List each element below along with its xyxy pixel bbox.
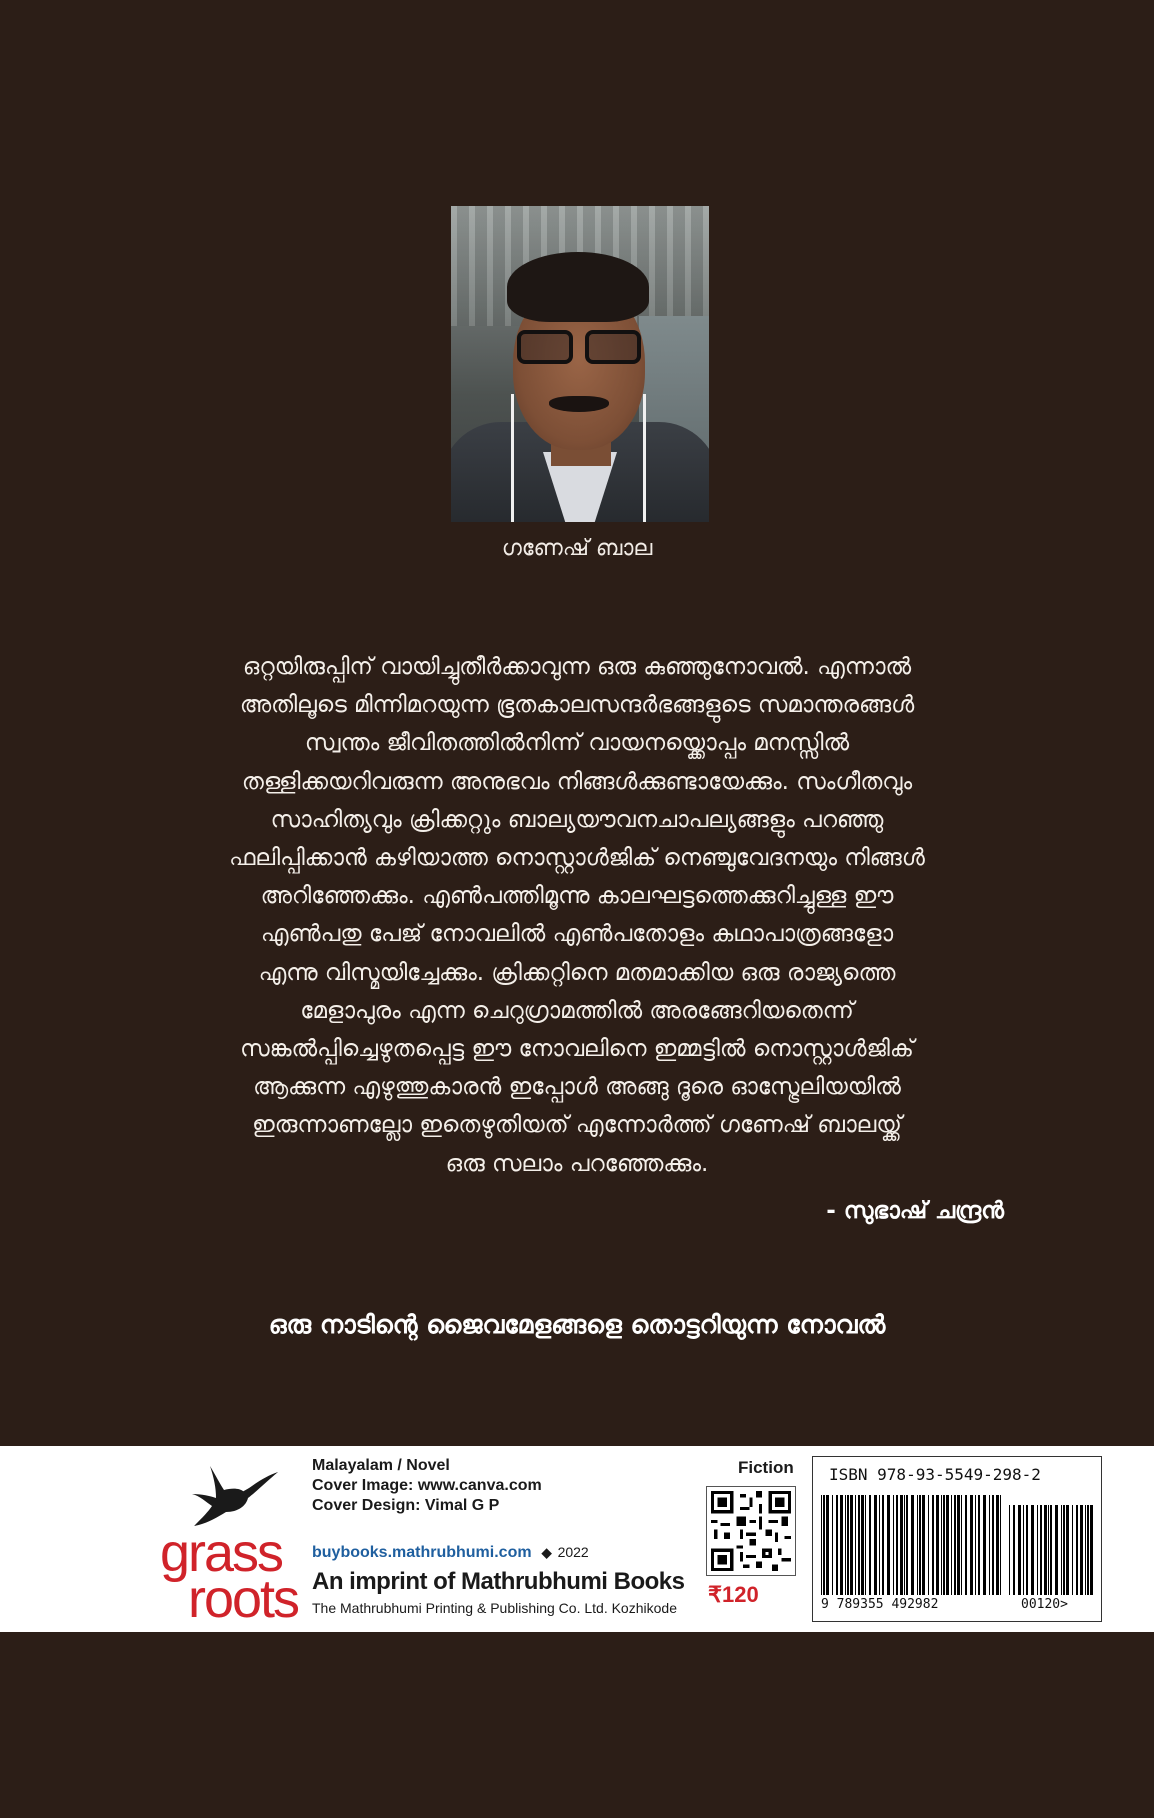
blurb-text bbox=[150, 648, 1004, 1183]
author-caption: ഗണേഷ് ബാല bbox=[501, 536, 653, 561]
blurb-line: സങ്കൽപ്പിച്ചെഴുതപ്പെട്ട ഈ നോവലിനെ ഇമ്മട്ടിൽ നൊസ്റ്റാൾജിക് bbox=[240, 1036, 914, 1063]
blurb-line: സ്വന്തം ജീവിതത്തിൽനിന്ന് വായനയ്ക്കൊപ്പം മനസ്സിൽ bbox=[304, 730, 850, 757]
addon-digits: 00120> bbox=[1021, 1597, 1068, 1612]
isbn-barcode bbox=[812, 1456, 1102, 1622]
book-tagline: ഒരു നാടിന്റെ ജൈവമേളങ്ങളെ തൊട്ടറിയുന്ന നോവൽ bbox=[268, 1310, 886, 1339]
blurb-line: ഒരു സലാം പറഞ്ഞേക്കും. bbox=[445, 1150, 709, 1177]
blurb-line: സാഹിത്യവും ക്രിക്കറ്റും ബാല്യയൗവനചാപല്യങ്ങളും പറഞ്ഞു bbox=[270, 806, 884, 833]
website-line bbox=[312, 1544, 589, 1562]
blurb-line: ഇരുന്നാണല്ലോ ഇതെഴുതിയത് എന്നോർത്ത് ഗണേഷ് ബാലയ്ക്ക് bbox=[252, 1112, 902, 1139]
category-label: Malayalam / Novel bbox=[312, 1457, 450, 1474]
author-photo bbox=[451, 206, 709, 522]
logo-word-grass: grass bbox=[160, 1523, 283, 1583]
blurb-line: എൺപതു പേജ് നോവലിൽ എൺപതോളം കഥാപാത്രങ്ങളോ bbox=[260, 921, 894, 948]
barcode-digits: 9 789355 492982 bbox=[821, 1597, 939, 1612]
qr-code-icon bbox=[711, 1491, 791, 1571]
blurb-signature: - സുഭാഷ് ചന്ദ്രൻ bbox=[826, 1198, 1004, 1224]
cover-image-credit: Cover Image: www.canva.com bbox=[312, 1477, 542, 1494]
barcode-icon bbox=[821, 1495, 1001, 1595]
imprint-line: An imprint of Mathrubhumi Books bbox=[312, 1568, 685, 1595]
publication-year: 2022 bbox=[557, 1544, 589, 1560]
blurb-line: ഫലിപ്പിക്കാൻ കഴിയാത്ത നൊസ്റ്റാൾജിക് നെഞ്ചുവേദനയും നിങ്ങൾ bbox=[229, 845, 925, 872]
blurb-line: എന്നു വിസ്മയിച്ചേക്കും. ക്രിക്കറ്റിനെ മതമാക്കിയ ഒരു രാജ്യത്തെ bbox=[258, 959, 896, 986]
publisher-name: The Mathrubhumi Printing & Publishing Co. Ltd. Kozhikode bbox=[312, 1600, 677, 1616]
diamond-icon: ◆ bbox=[541, 1545, 552, 1560]
grassroots-logo bbox=[160, 1458, 300, 1628]
blurb-line: തള്ളിക്കയറിവരുന്ന അനുഭവം നിങ്ങൾക്കുണ്ടായേക്കും. സംഗീതവും bbox=[241, 768, 913, 795]
blurb-line: മേളാപുരം എന്ന ചെറുഗ്രാമത്തിൽ അരങ്ങേറിയതെന്ന് bbox=[300, 997, 854, 1024]
cover-design-credit: Cover Design: Vimal G P bbox=[312, 1497, 500, 1514]
isbn-label: ISBN 978-93-5549-298-2 bbox=[829, 1465, 1041, 1484]
blurb-line: ഒറ്റയിരുപ്പിന് വായിച്ചുതീർക്കാവുന്ന ഒരു കുഞ്ഞുനോവൽ. എന്നാൽ bbox=[242, 654, 912, 680]
genre-label: Fiction bbox=[738, 1458, 794, 1477]
blurb-line: ആക്കുന്ന എഴുത്തുകാരൻ ഇപ്പോൾ അങ്ങു ദൂരെ ഓസ്ട്രേലിയയിൽ bbox=[253, 1074, 901, 1101]
blurb-line: അറിഞ്ഞേക്കും. എൺപത്തിമൂന്നു കാലഘട്ടത്തെക്കുറിച്ചുള്ള ഈ bbox=[260, 883, 894, 910]
publisher-band bbox=[0, 1446, 1154, 1632]
website-link[interactable]: buybooks.mathrubhumi.com bbox=[312, 1544, 532, 1561]
logo-word-roots: roots bbox=[188, 1569, 299, 1629]
blurb-line: അതിലൂടെ മിന്നിമറയുന്ന ഭൂതകാലസന്ദർഭങ്ങളുടെ സമാന്തരങ്ങൾ bbox=[239, 692, 915, 719]
addon-barcode-icon bbox=[1009, 1505, 1093, 1595]
price-tag: ₹120 bbox=[708, 1582, 759, 1607]
qr-code bbox=[706, 1486, 796, 1576]
credits-block bbox=[312, 1456, 542, 1516]
